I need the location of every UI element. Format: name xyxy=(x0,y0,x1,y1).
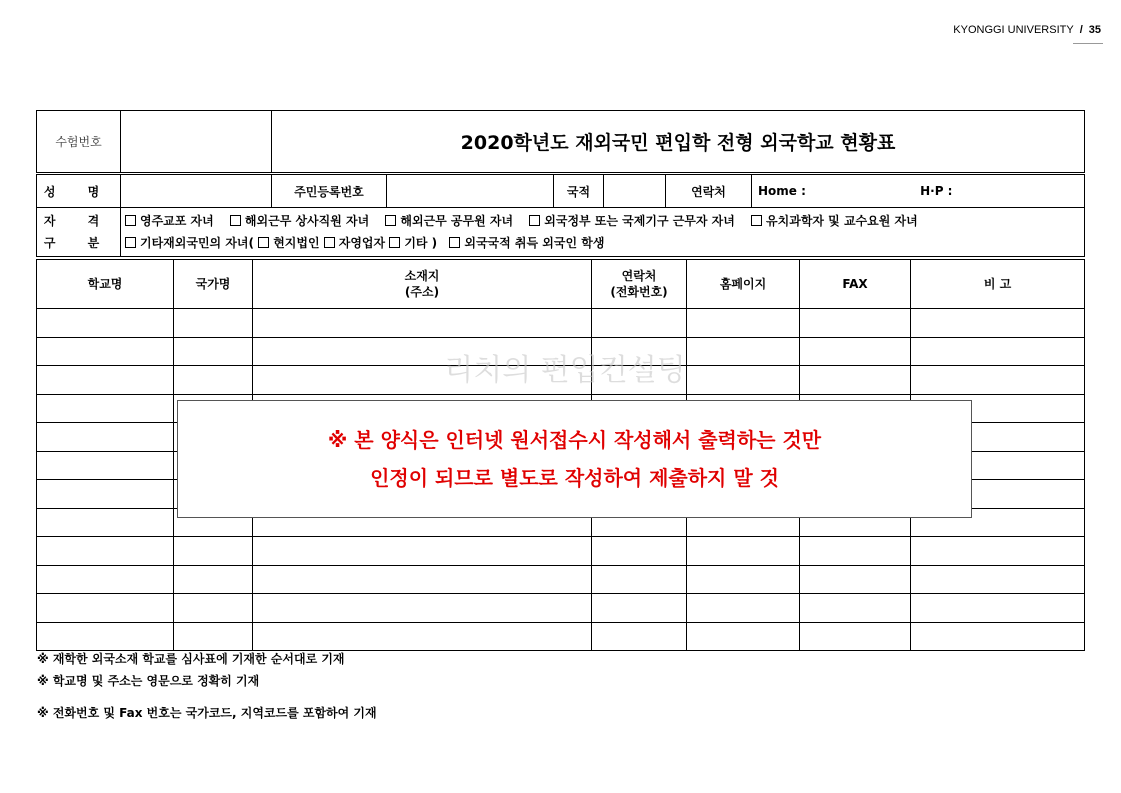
table-cell[interactable] xyxy=(592,594,687,623)
table-cell[interactable] xyxy=(253,309,592,338)
page-number: 35 xyxy=(1088,24,1101,36)
page-header xyxy=(953,24,1101,36)
table-cell[interactable] xyxy=(37,337,174,366)
qual-option[interactable]: 유치과학자 및 교수요원 자녀 xyxy=(751,214,918,228)
footnote: ※ 전화번호 및 Fax 번호는 국가코드, 지역코드를 포함하여 기재 xyxy=(37,706,377,720)
table-cell[interactable] xyxy=(592,309,687,338)
table-cell[interactable] xyxy=(174,565,253,594)
table-cell[interactable] xyxy=(592,537,687,566)
table-cell[interactable] xyxy=(800,309,911,338)
checkbox[interactable] xyxy=(449,237,460,248)
checkbox[interactable] xyxy=(125,215,136,226)
nationality-label: 국적 xyxy=(554,175,604,208)
table-cell[interactable] xyxy=(911,337,1085,366)
qualification-label xyxy=(37,208,121,257)
footnote: ※ 재학한 외국소재 학교를 심사표에 기재한 순서대로 기재 xyxy=(37,652,345,666)
hp-label: H·P : xyxy=(920,184,953,198)
contact-field[interactable] xyxy=(752,175,1085,208)
table-cell[interactable] xyxy=(37,423,174,452)
name-field[interactable] xyxy=(121,175,272,208)
table-cell[interactable] xyxy=(174,309,253,338)
table-cell[interactable] xyxy=(174,366,253,395)
table-cell[interactable] xyxy=(911,594,1085,623)
applicant-info-table xyxy=(36,174,1085,257)
table-cell[interactable] xyxy=(911,309,1085,338)
col-header-country: 국가명 xyxy=(174,260,253,309)
table-cell[interactable] xyxy=(37,622,174,651)
footnotes xyxy=(37,648,377,724)
col-header-contact: 연락처 (전화번호) xyxy=(592,260,687,309)
watermark: 리치의 편입컨설팅 xyxy=(444,353,686,388)
table-cell[interactable] xyxy=(174,594,253,623)
col-header-address: 소재지 (주소) xyxy=(253,260,592,309)
checkbox[interactable] xyxy=(324,237,335,248)
table-row xyxy=(37,537,1085,566)
table-cell[interactable] xyxy=(800,622,911,651)
qual-suboption[interactable]: 자영업자 xyxy=(338,236,386,250)
table-row xyxy=(37,622,1085,651)
table-cell[interactable] xyxy=(800,337,911,366)
qual-option-foreign[interactable]: 외국국적 취득 외국인 학생 xyxy=(464,236,605,250)
exam-number-label: 수험번호 xyxy=(37,111,121,173)
qual-option[interactable]: 해외근무 공무원 자녀 xyxy=(385,214,513,228)
table-cell[interactable] xyxy=(37,537,174,566)
checkbox[interactable] xyxy=(385,215,396,226)
table-cell[interactable] xyxy=(687,594,800,623)
col-header-fax: FAX xyxy=(800,260,911,309)
table-cell[interactable] xyxy=(687,537,800,566)
notice-box xyxy=(177,400,972,518)
table-cell[interactable] xyxy=(253,537,592,566)
col-header-remarks: 비 고 xyxy=(911,260,1085,309)
table-row xyxy=(37,309,1085,338)
table-cell[interactable] xyxy=(800,537,911,566)
col-header-homepage: 홈페이지 xyxy=(687,260,800,309)
col-header-school: 학교명 xyxy=(37,260,174,309)
table-cell[interactable] xyxy=(37,508,174,537)
table-cell[interactable] xyxy=(37,594,174,623)
qualification-label-line2: 구 분 xyxy=(43,236,114,250)
table-cell[interactable] xyxy=(800,366,911,395)
table-cell[interactable] xyxy=(174,622,253,651)
table-cell[interactable] xyxy=(911,565,1085,594)
title-table xyxy=(36,110,1085,173)
qualification-label-line1: 자 격 xyxy=(43,214,114,228)
home-label: Home : xyxy=(758,184,806,198)
checkbox[interactable] xyxy=(230,215,241,226)
qual-option[interactable]: 영주교포 자녀 xyxy=(125,214,214,228)
table-cell[interactable] xyxy=(37,565,174,594)
qual-other-prefix: 기타재외국민의 자녀( xyxy=(140,236,254,250)
checkbox[interactable] xyxy=(751,215,762,226)
table-cell[interactable] xyxy=(37,309,174,338)
rrn-label: 주민등록번호 xyxy=(272,175,387,208)
table-cell[interactable] xyxy=(37,480,174,509)
qualification-options xyxy=(121,208,1085,257)
table-cell[interactable] xyxy=(687,565,800,594)
table-cell[interactable] xyxy=(800,565,911,594)
table-cell[interactable] xyxy=(687,309,800,338)
qual-option[interactable]: 해외근무 상사직원 자녀 xyxy=(230,214,369,228)
page-separator: / xyxy=(1079,24,1083,36)
qual-option[interactable]: 외국정부 또는 국제기구 근무자 자녀 xyxy=(529,214,735,228)
checkbox[interactable] xyxy=(389,237,400,248)
table-cell[interactable] xyxy=(37,366,174,395)
table-cell[interactable] xyxy=(174,337,253,366)
table-cell[interactable] xyxy=(800,594,911,623)
table-row xyxy=(37,565,1085,594)
table-cell[interactable] xyxy=(253,594,592,623)
footnote: ※ 학교명 및 주소는 영문으로 정확히 기재 xyxy=(37,674,260,688)
table-cell[interactable] xyxy=(174,537,253,566)
table-row xyxy=(37,594,1085,623)
qual-suboption[interactable]: 기타 ) xyxy=(404,236,438,250)
table-cell[interactable] xyxy=(253,622,592,651)
table-cell[interactable] xyxy=(37,394,174,423)
form-title: 2020학년도 재외국민 편입학 전형 외국학교 현황표 xyxy=(272,111,1085,173)
contact-label: 연락처 xyxy=(666,175,752,208)
table-cell[interactable] xyxy=(911,537,1085,566)
table-cell[interactable] xyxy=(911,622,1085,651)
qual-suboption[interactable]: 현지법인 xyxy=(273,236,320,250)
header-rule xyxy=(1073,43,1103,44)
notice-line2: 인정이 되므로 별도로 작성하여 제출하지 말 것 xyxy=(370,466,779,490)
checkbox[interactable] xyxy=(258,237,269,248)
nationality-field[interactable] xyxy=(604,175,666,208)
university-name: KYONGGI UNIVERSITY xyxy=(953,24,1074,36)
table-cell[interactable] xyxy=(253,565,592,594)
notice-line1: ※ 본 양식은 인터넷 원서접수시 작성해서 출력하는 것만 xyxy=(327,428,822,452)
exam-number-field[interactable] xyxy=(121,111,272,173)
table-cell[interactable] xyxy=(592,622,687,651)
table-cell[interactable] xyxy=(911,366,1085,395)
table-cell[interactable] xyxy=(592,565,687,594)
checkbox[interactable] xyxy=(529,215,540,226)
table-cell[interactable] xyxy=(687,622,800,651)
rrn-field[interactable] xyxy=(387,175,554,208)
table-cell[interactable] xyxy=(37,451,174,480)
checkbox[interactable] xyxy=(125,237,136,248)
name-label: 성 명 xyxy=(37,175,121,208)
